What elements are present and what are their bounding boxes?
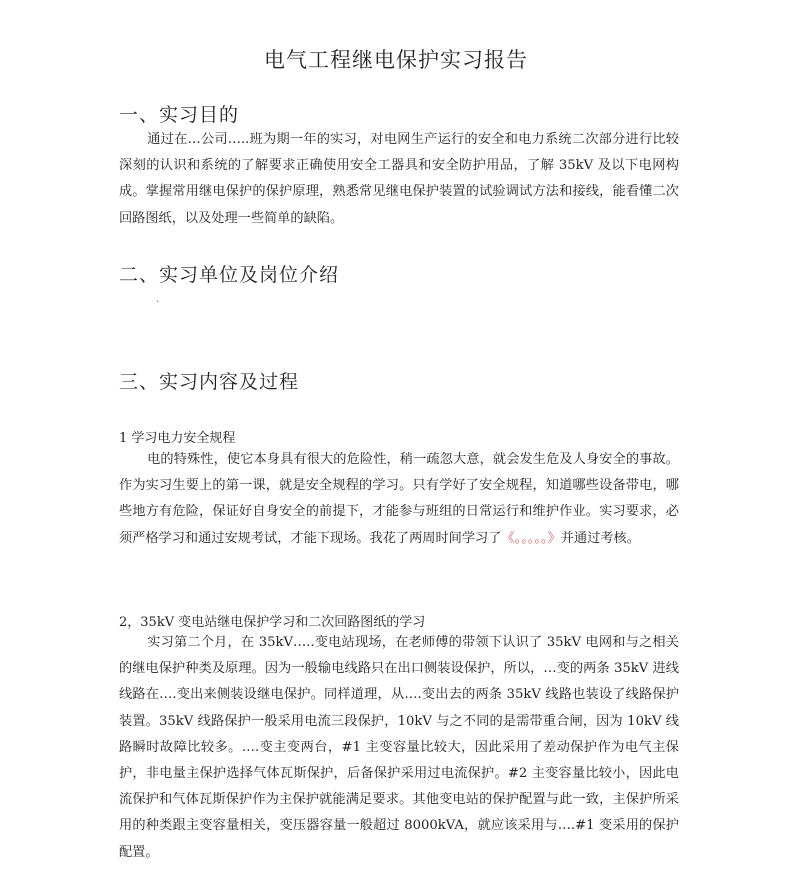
paragraph-text: 通过在…公司…..班为期一年的实习，对电网生产运行的安全和电力系统二次部分进行比较深刻的认识和系统的了解要求正确使用安全工器具和安全防护用品，了解 35kV 及以下电网构成。掌握常用继电保护的保护原理，熟悉常见继电保护装置的试验调试方法和接线，能看懂二次回路图纸，以及处理一些简单的缺陷。 bbox=[119, 132, 679, 226]
subsection-paragraph-safety bbox=[119, 447, 679, 552]
placeholder-dot: . bbox=[156, 294, 160, 305]
section-heading-content: 三、实习内容及过程 bbox=[119, 371, 300, 393]
section-heading-unit: 二、实习单位及岗位介绍 bbox=[119, 264, 340, 286]
paragraph-text: 实习第二个月，在 35kV…..变电站现场，在老师傅的带领下认识了 35kV 电网和与之相关的继电保护种类及原理。因为一般输电线路只在出口侧装设保护，所以，…变的两条 35kV 进线线路在….变出来侧装设继电保护。同样道理，从….变出去的两条 35kV 线路也装设了线路保护装置。35kV 线路保护一般采用电流三段保护，10kV 与之不同的是需带重合闸，因为 10kV 线路瞬时故障比较多。….变主变两台，#1 主变容量比较大，因此采用了差动保护作为电气主保护，非电量主保护选择气体瓦斯保护，后备保护采用过电流保护。#2 主变容量比较小，因此电流保护和气体瓦斯保护作为主保护就能满足要求。其他变电站的保护配置与此一致，主保护所采用的种类跟主变容量相关，变压器容量一般超过 8000kVA，就应该采用与….#1 变采用的保护配置。 bbox=[119, 635, 679, 860]
document-title: 电气工程继电保护实习报告 bbox=[264, 48, 528, 72]
subsection-heading-relay: 2，35kV 变电站继电保护学习和二次回路图纸的学习 bbox=[119, 615, 426, 630]
subsection-heading-safety: 1 学习电力安全规程 bbox=[119, 431, 236, 446]
highlight-text: 《。。。。。》 bbox=[501, 530, 561, 546]
paragraph-tail: 并通过考核。 bbox=[560, 530, 640, 546]
paragraph-text: 电的特殊性，使它本身具有很大的危险性，稍一疏忽大意，就会发生危及人身安全的事故。作为实习生要上的第一课，就是安全规程的学习。只有学好了安全规程，知道哪些设备带电，哪些地方有危险，保证好自身安全的前提下，才能参与班组的日常运行和维护作业。实习要求，必须严格学习和通过安规考试，才能下现场。我花了两周时间学习了 bbox=[119, 452, 679, 546]
subsection-paragraph-relay bbox=[119, 630, 679, 866]
section-heading-purpose: 一、实习目的 bbox=[119, 104, 240, 126]
section-paragraph-purpose bbox=[119, 127, 679, 232]
